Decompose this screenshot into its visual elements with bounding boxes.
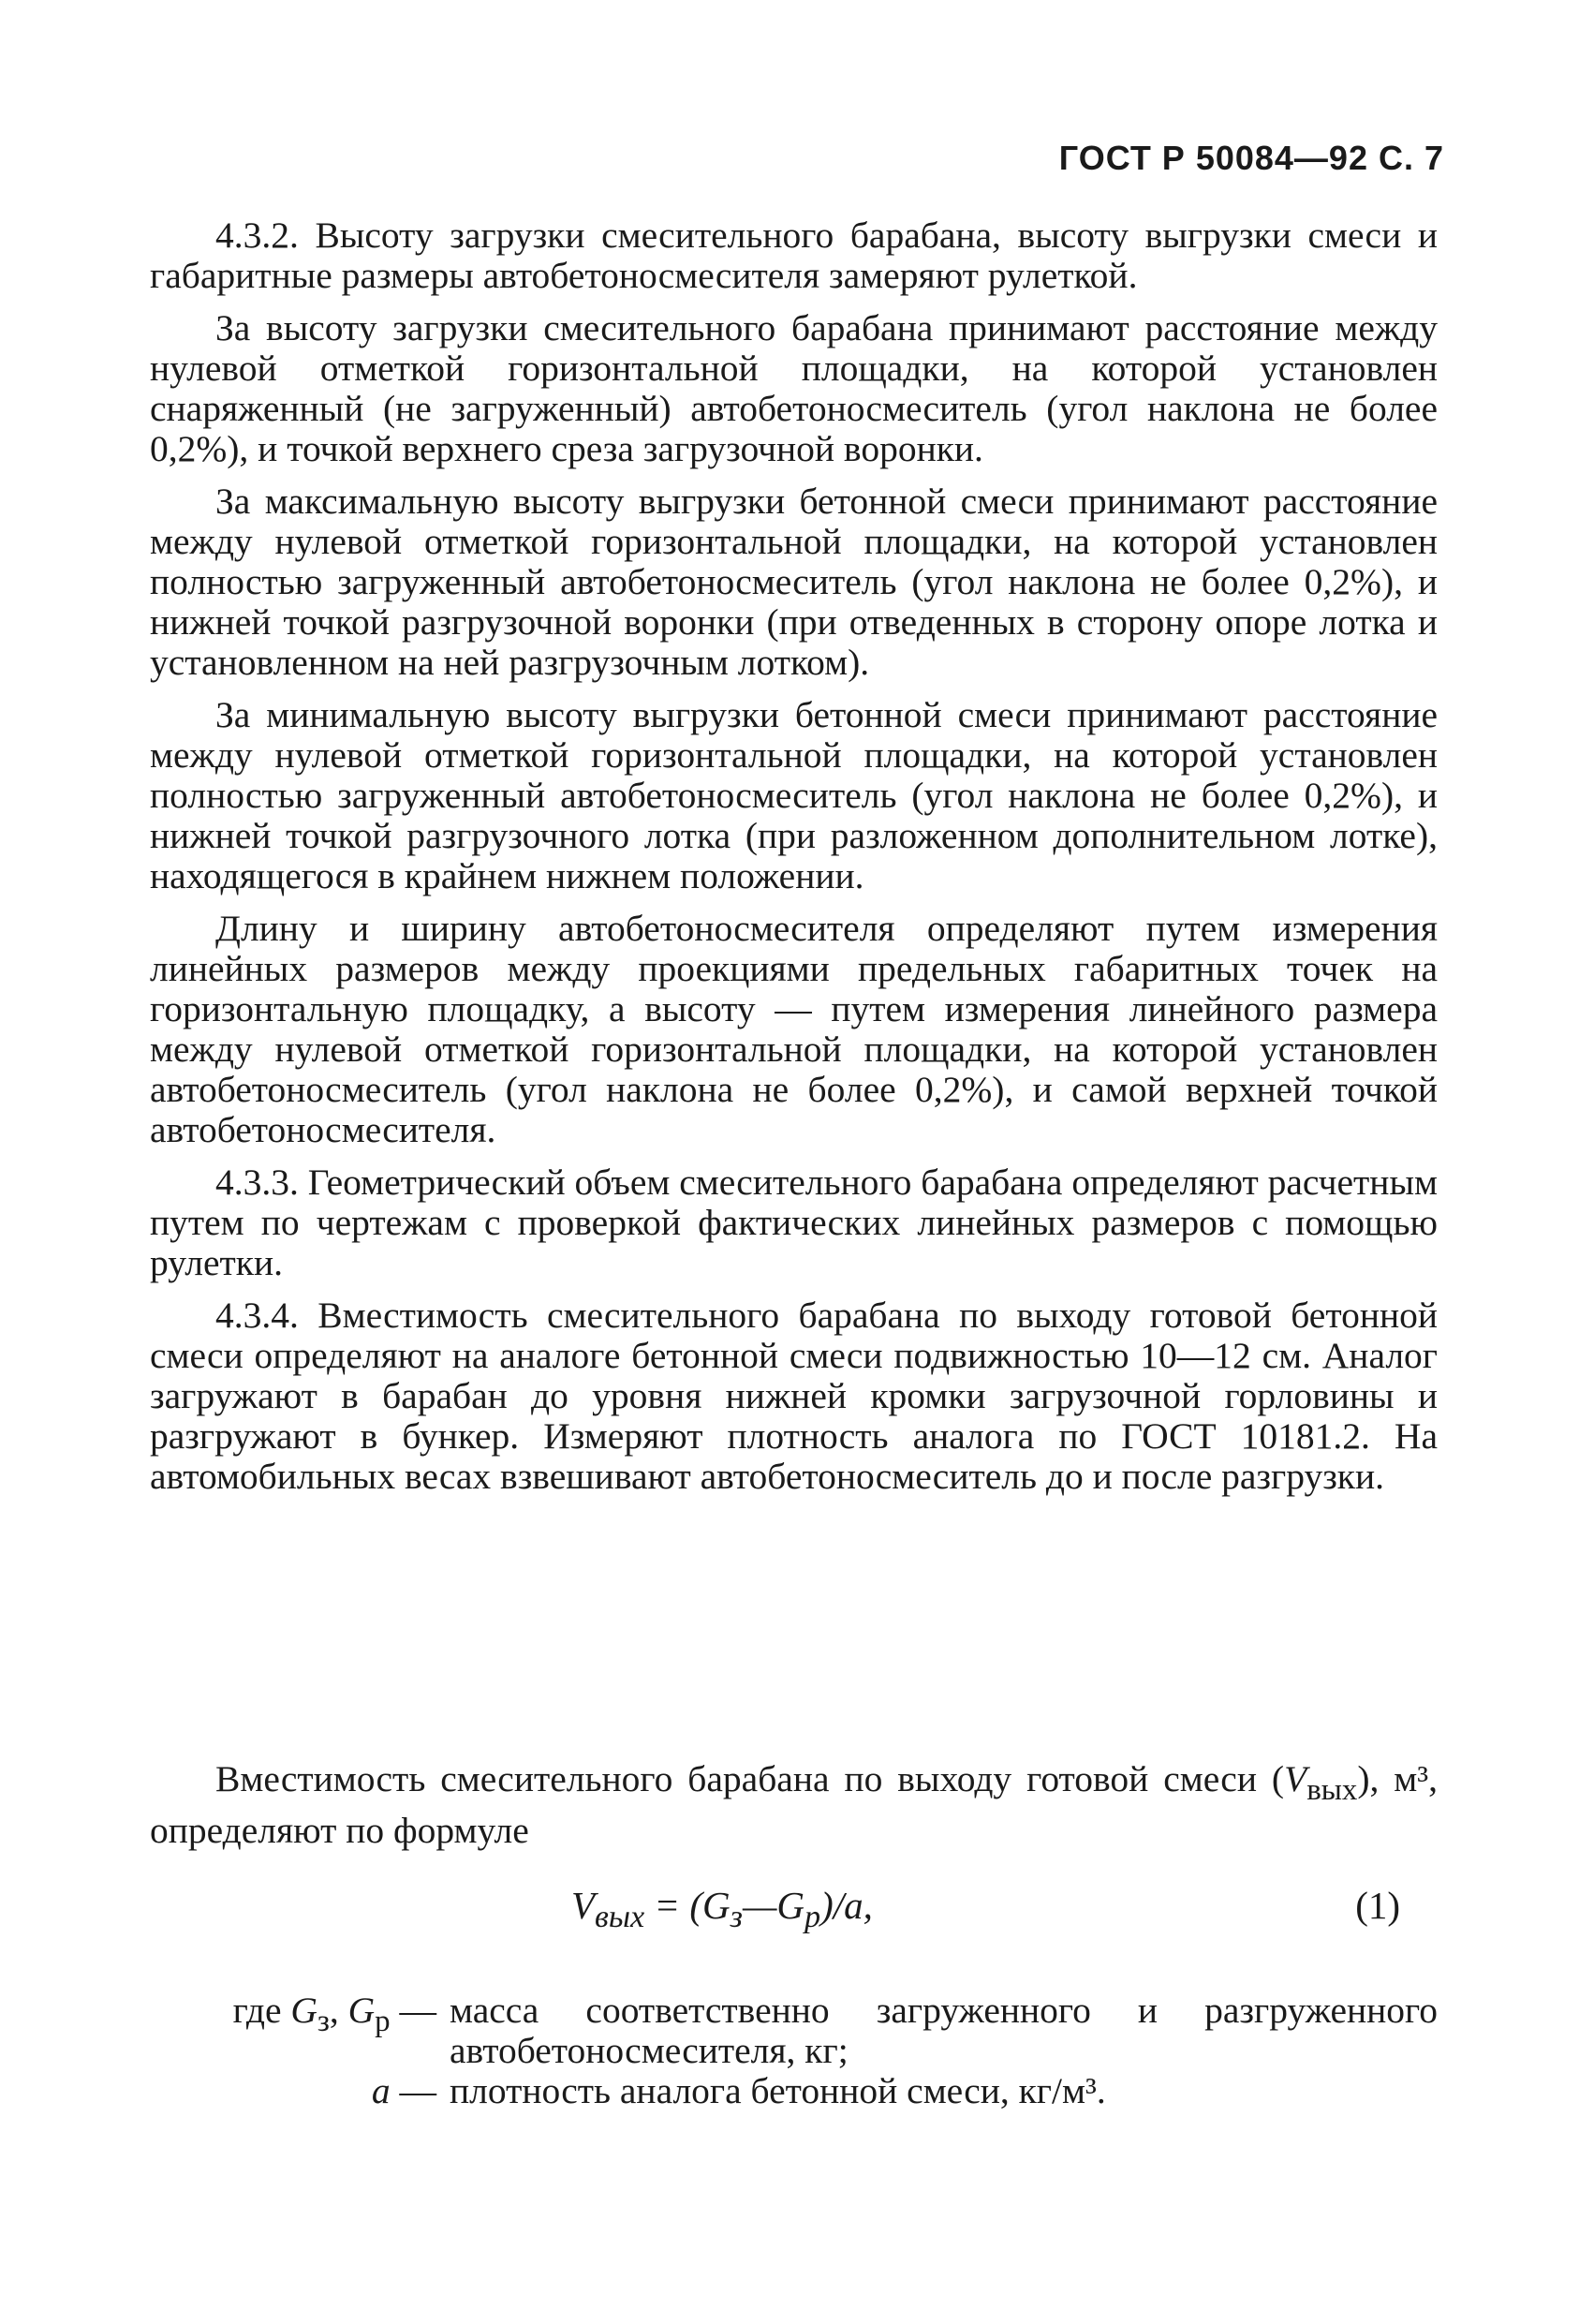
formula-number: (1) bbox=[1355, 1884, 1400, 1927]
paragraph-max-unloading-height: За максимальную высоту выгрузки бетонной смеси принимают расстояние между нулевой отметкой горизонтальной площадки, на которой установлен полностью загруженный автобетоносмеситель (угол наклона не более 0,2%), и нижней точкой разгрузочной воронки (при отведенных в сторону опоре лотка и установленном на ней разгрузочным лотком). bbox=[150, 481, 1438, 683]
where-row-density bbox=[150, 2071, 1438, 2111]
formula-intro bbox=[150, 1759, 1438, 1851]
where-prefix: где bbox=[232, 1990, 291, 2031]
where-dash-mass: — bbox=[390, 1990, 436, 2031]
where-sep: , bbox=[329, 1990, 348, 2031]
formula-intro-after: ), м³, определяют по формуле bbox=[150, 1758, 1438, 1851]
page-header: ГОСТ Р 50084—92 С. 7 bbox=[1058, 139, 1444, 177]
where-dash-density: — bbox=[390, 2070, 436, 2111]
where-term-g3-sub: з bbox=[317, 2004, 330, 2038]
formula-tail: )/a, bbox=[820, 1884, 873, 1927]
where-desc-density: плотность аналога бетонной смеси, кг/м³. bbox=[450, 2070, 1106, 2111]
formula-intro-var-sub: вых bbox=[1306, 1772, 1358, 1807]
formula bbox=[571, 1883, 873, 1935]
paragraph-dimensions: Длину и ширину автобетоносмесителя определяют путем измерения линейных размеров между проекциями предельных габаритных точек на горизонтальную площадку, а высоту — путем измерения линейного размера между нулевой отметкой горизонтальной площадки, на которой установлен автобетоносмеситель (угол наклона не более 0,2%), и самой верхней точкой автобетоносмесителя. bbox=[150, 908, 1438, 1150]
where-term-gp-sub: р bbox=[375, 2004, 391, 2038]
paragraph-4-3-4: 4.3.4. Вместимость смесительного барабана по выходу готовой бетонной смеси определяют на аналоге бетонной смеси подвижностью 10—12 см. Аналог загружают в барабан до уровня нижней кромки загрузочной горловины и разгружают в бункер. Измеряют плотность аналога по ГОСТ 10181.2. На автомобильных весах взвешивают автобетоносмеситель до и после разгрузки. bbox=[150, 1295, 1438, 1497]
formula-g1-sub: з bbox=[730, 1900, 743, 1935]
formula-lhs: V bbox=[571, 1884, 596, 1927]
paragraph-min-unloading-height: За минимальную высоту выгрузки бетонной смеси принимают расстояние между нулевой отметкой горизонтальной площадки, на которой установлен полностью загруженный автобетоносмеситель (угол наклона не более 0,2%), и нижней точкой разгрузочного лотка (при разложенном дополнительном лотке), находящегося в крайнем нижнем положении. bbox=[150, 694, 1438, 896]
formula-rhs-open: = (G bbox=[644, 1884, 731, 1927]
where-row-mass bbox=[150, 1991, 1438, 2071]
where-block bbox=[150, 1991, 1438, 2111]
formula-intro-before: Вместимость смесительного барабана по выходу готовой смеси ( bbox=[215, 1758, 1285, 1799]
formula-intro-text bbox=[150, 1759, 1438, 1851]
paragraph-4-3-2: 4.3.2. Высоту загрузки смесительного барабана, высоту выгрузки смеси и габаритные размеры автобетоносмесителя замеряют рулеткой. bbox=[150, 215, 1438, 296]
where-desc-mass: масса соответственно загруженного и разгруженного автобетоносмесителя, кг; bbox=[450, 1990, 1438, 2071]
paragraph-4-3-3: 4.3.3. Геометрический объем смесительного барабана определяют расчетным путем по чертежам с проверкой фактических линейных размеров с помощью рулетки. bbox=[150, 1162, 1438, 1283]
where-term-density bbox=[150, 2071, 450, 2111]
formula-row bbox=[150, 1883, 1438, 1939]
where-term-gp: G bbox=[347, 1990, 376, 2031]
paragraph-loading-height: За высоту загрузки смесительного барабана принимают расстояние между нулевой отметкой горизонтальной площадки, на которой установлен снаряженный (не загруженный) автобетоносмеситель (угол наклона не более 0,2%), и точкой верхнего среза загрузочной воронки. bbox=[150, 307, 1438, 469]
formula-g2-sub: р bbox=[804, 1900, 821, 1935]
body-text bbox=[150, 215, 1438, 1509]
where-term-mass bbox=[150, 1991, 450, 2071]
where-term-a: a bbox=[371, 2070, 391, 2111]
where-term-g3: G bbox=[290, 1990, 317, 2031]
formula-lhs-sub: вых bbox=[595, 1900, 645, 1935]
formula-intro-var: V bbox=[1284, 1758, 1307, 1799]
formula-minus: —G bbox=[742, 1884, 805, 1927]
